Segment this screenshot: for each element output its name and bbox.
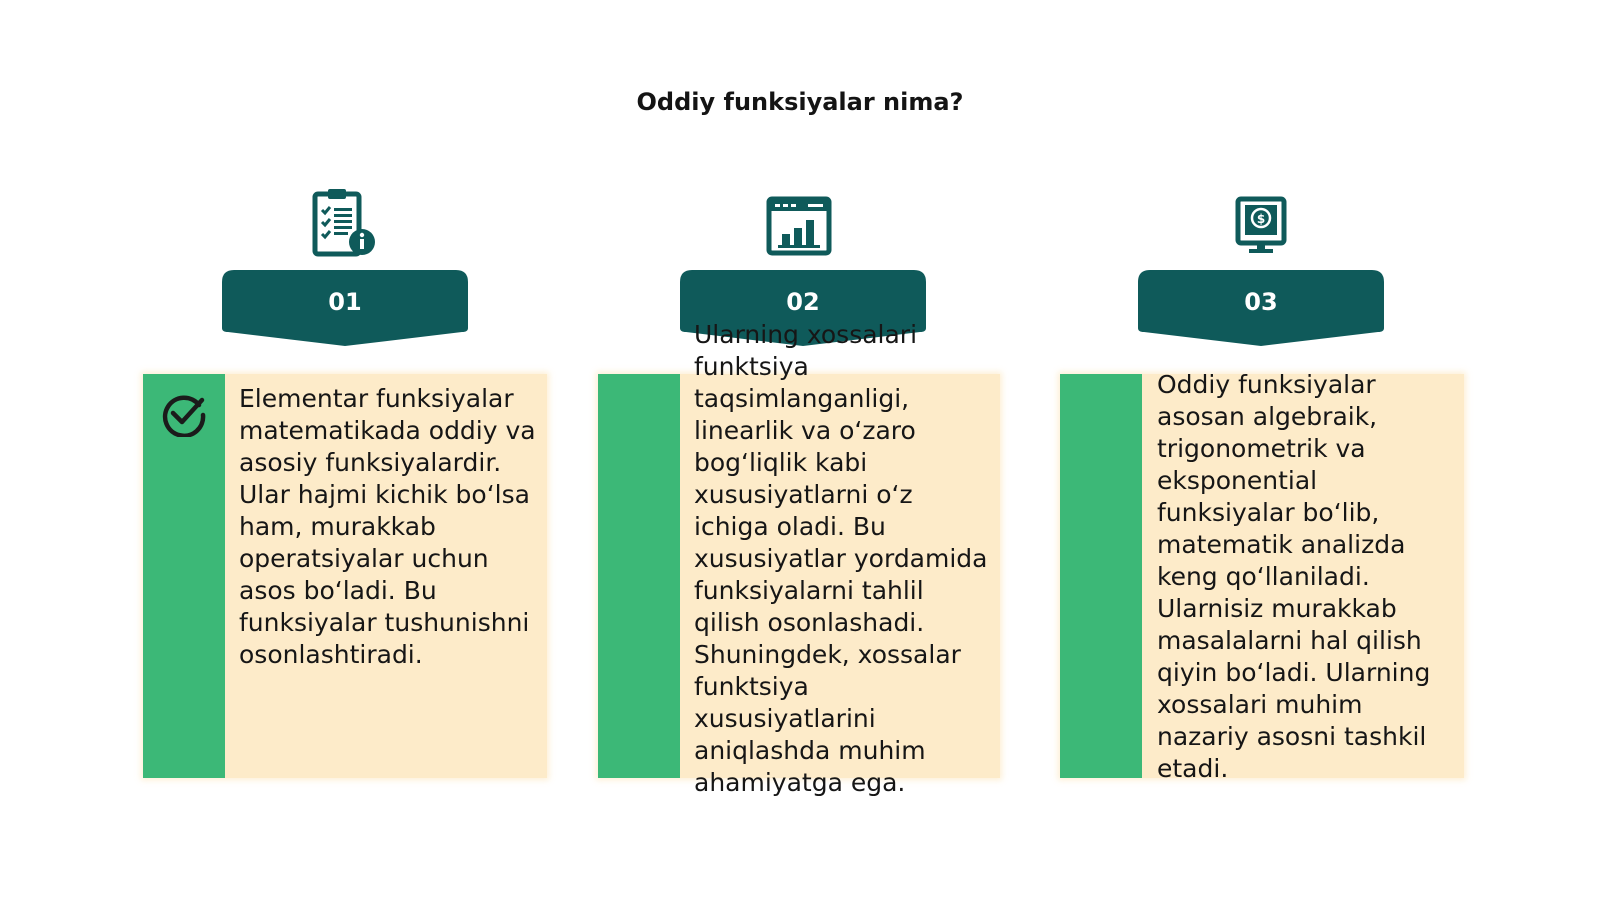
slide-title: Oddiy funksiyalar nima?: [636, 88, 964, 116]
card-text-1: Elementar funksiyalar matematikada oddiy va asosiy funksiyalardir. Ular hajmi kichik bo‘lsa ham, murakkab operatsiyalar uchun asos bo‘ladi. Bu funksiyalar tushunishni osonlashtiradi.: [239, 384, 536, 669]
number-label-3: 03: [1244, 288, 1278, 316]
card-text-2: Ularning xossalari funktsiya taqsimlanganligi, linearlik va o‘zaro bog‘liqlik kabi xususiyatlarni o‘z ichiga oladi. Bu xususiyatlar yordamida funksiyalarni tahlil qilish osonlashadi. Shuningdek, xossalar funktsiya xususiyatlarini aniqlashda muhim ahamiyatga ega.: [694, 320, 988, 797]
number-label-1: 01: [328, 288, 362, 316]
number-banner-3: [1138, 270, 1384, 348]
clipboard-info-icon: [311, 188, 377, 258]
card-text-3: Oddiy funksiyalar asosan algebraik, trigonometrik va eksponential funksiyalar bo‘lib, matematik analizda keng qo‘llaniladi. Ularnisiz murakkab masalalarni hal qilish qiyin bo‘ladi. Ularning xossalari muhim nazariy asosni tashkil etadi.: [1157, 370, 1431, 783]
check-circle-icon: [161, 391, 207, 437]
svg-text:$: $: [1256, 212, 1266, 226]
dollar-monitor-icon: [1235, 196, 1287, 256]
card-accent-bar-2: [598, 374, 680, 778]
number-label-2: 02: [786, 288, 820, 316]
number-banner-1: [222, 270, 468, 348]
card-accent-bar-3: [1060, 374, 1142, 778]
bar-chart-window-icon: [766, 196, 832, 256]
